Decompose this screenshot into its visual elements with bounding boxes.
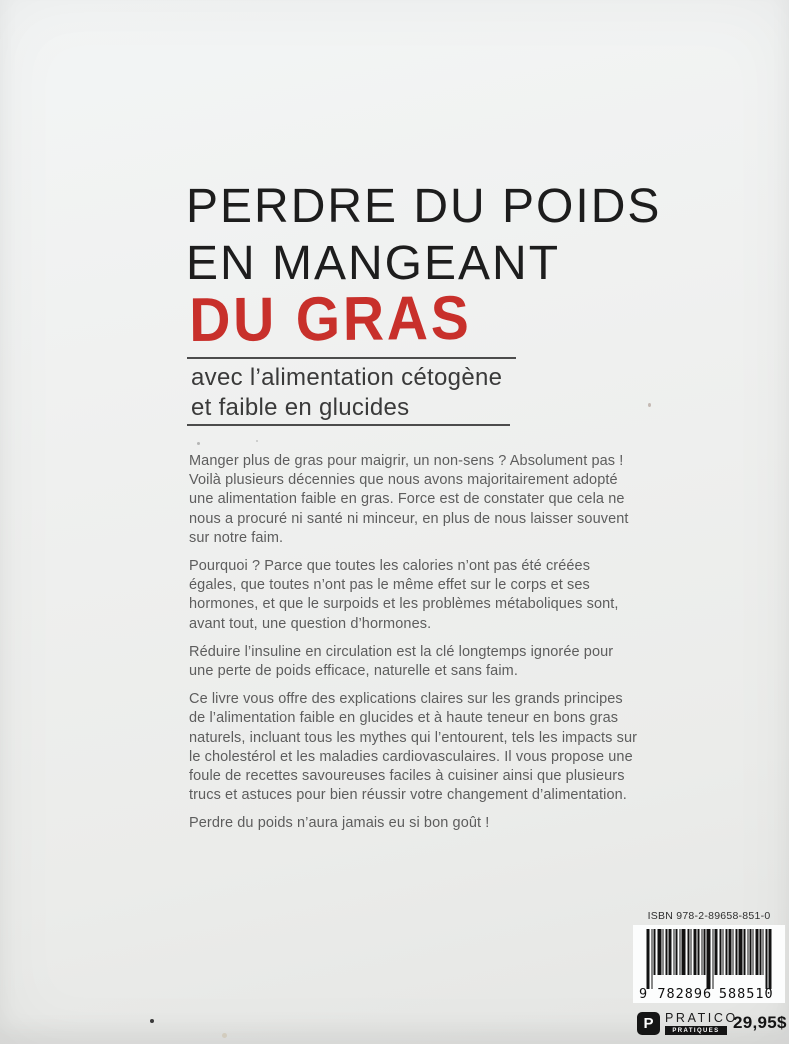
divider-line-bottom [187,424,510,426]
paper-speck [150,1019,154,1023]
book-subtitle [191,363,502,423]
body-paragraph: Pourquoi ? Parce que toutes les calories n’ont pas été créées égales, que toutes n’ont pas le même effet sur le corps et ses hormones, et que le surpoids et les problèmes métaboliques sont, avant tout, une question d’hormones. [189,558,619,632]
subtitle-line-2: et faible en glucides [191,394,410,421]
divider-line-top [187,357,516,359]
title-line-2: EN MANGEANT [186,237,561,290]
publisher-tagline: PRATIQUES [665,1026,727,1035]
book-title [186,178,661,292]
barcode-bars [647,929,772,989]
barcode-digit-group-2: 588510 [718,986,774,1002]
paper-speck [222,1033,227,1038]
barcode-digit-leading: 9 [639,986,648,1002]
barcode [633,925,785,1003]
title-line-1: PERDRE DU POIDS [186,180,662,233]
publisher-name: PRATICO [665,1011,738,1025]
body-paragraph: Réduire l’insuline en circulation est la clé longtemps ignorée pour une perte de poids efficace, naturelle et sans faim. [189,643,614,680]
back-cover-text [189,452,641,843]
body-paragraph: Ce livre vous offre des explications claires sur les grands principes de l’alimentation faible en glucides et à haute teneur en bons gras naturels, incluant tous les mythes qui l’entourent, tels les impacts sur le cholestérol et les maladies cardiovasculaires. Il vous propose une foule de recettes savoureuses faciles à cuisiner ainsi que plusieurs trucs et astuces pour bien réussir votre changement d’alimentation. [189,691,638,804]
title-accent: DU GRAS [188,283,472,355]
body-paragraph: Manger plus de gras pour maigrir, un non-sens ? Absolument pas ! Voilà plusieurs décennies que nous avons majoritairement adopté une alimentation faible en gras. Force est de constater que cela ne nous a procuré ni santé ni minceur, en plus de nous laisser souvent sur notre faim. [189,453,629,546]
barcode-digits [639,986,777,1002]
paper-speck [197,442,200,445]
paper-speck [648,403,651,407]
isbn-label: ISBN 978-2-89658-851-0 [647,910,771,922]
body-paragraph: Perdre du poids n’aura jamais eu si bon goût ! [189,815,490,832]
paper-speck [256,440,258,442]
barcode-digit-group-1: 782896 [657,986,713,1002]
subtitle-line-1: avec l’alimentation cétogène [191,364,503,391]
publisher-logo-icon: P [637,1012,660,1035]
price-label: 29,95$ [733,1013,787,1032]
